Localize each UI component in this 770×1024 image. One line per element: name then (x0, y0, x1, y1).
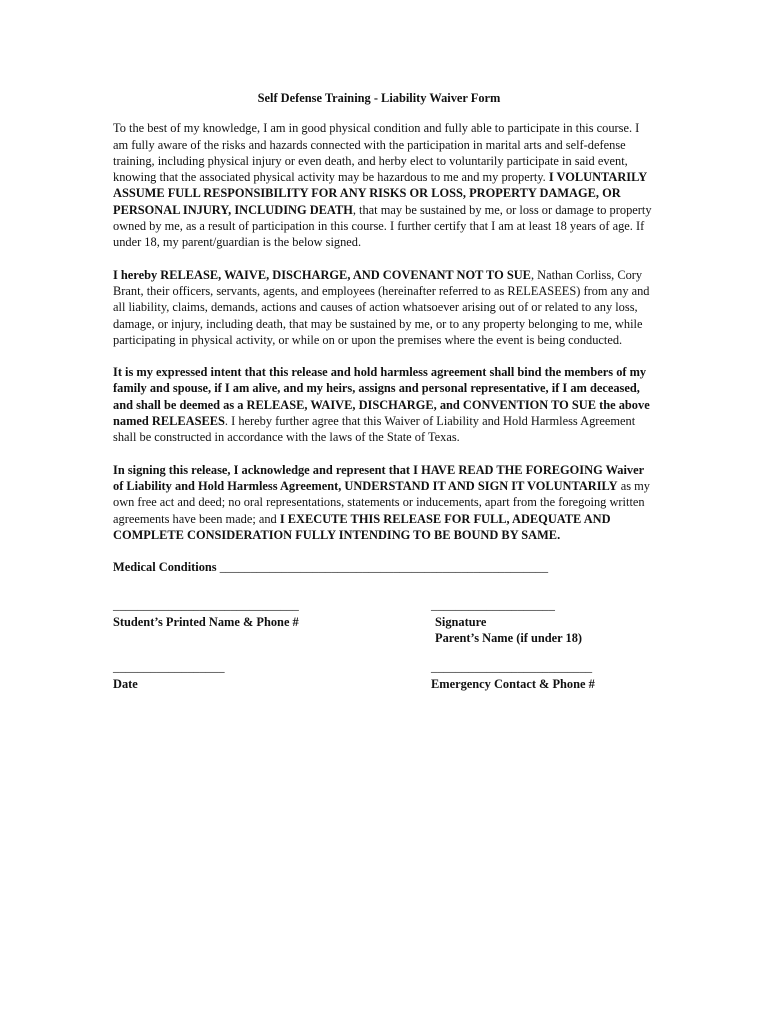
emergency-contact-label: Emergency Contact & Phone # (431, 676, 595, 691)
paragraph-bold-text: In signing this release, I acknowledge and represent that I HAVE READ THE FOREGOING Waiver of Liability and Hold Harmless Agreement, UNDERSTAND IT AND SIGN IT VOLUNTARILY (113, 462, 644, 493)
student-name-blank[interactable]: ______________________________ (113, 598, 299, 613)
signature-label: Signature (435, 614, 487, 629)
paragraph-text: . I hereby further agree that this Waiver of Liability and Hold Harmless Agreement shall be constructed in accordance with the laws of the State of Texas. (113, 414, 636, 445)
signature-blank[interactable]: ____________________ (431, 598, 555, 613)
medical-conditions-blank[interactable]: _____________________________________________________ (219, 560, 549, 575)
paragraph-intent (113, 364, 653, 445)
emergency-contact-blank[interactable]: __________________________ (431, 660, 593, 675)
parent-name-label: Parent’s Name (if under 18) (435, 631, 583, 646)
paragraph-bold-text: I hereby RELEASE, WAIVE, DISCHARGE, AND COVENANT NOT TO SUE (113, 267, 531, 282)
waiver-document (113, 90, 653, 699)
paragraph-text: as my own free act and deed; no oral representations, statements or inducements, apart from the foregoing written agreements have been made; and (113, 478, 650, 526)
document-title: Self Defense Training - Liability Waiver Form (257, 91, 501, 105)
paragraph-text: , Nathan Corliss, Cory Brant, their officers, servants, agents, and employees (hereinafter referred to as RELEASEES) from any and all liability, claims, demands, actions and causes of action whatsoever arising out of or related to any loss, damage, or injury, including death, that may be sustained by me, or to any property belonging to me, while participating in physical activity, or while on or upon the premises where the event is being conducted. (113, 267, 650, 347)
signature-row-2 (113, 659, 653, 699)
student-name-field[interactable] (113, 597, 299, 630)
paragraph-physical-condition (113, 120, 653, 250)
paragraph-acknowledgement (113, 462, 653, 543)
paragraph-bold-text: It is my expressed intent that this release and hold harmless agreement shall bind the members of my family and spouse, if I am alive, and my heirs, assigns and personal representative, if I am deceased, and shall be deemed as a RELEASE, WAIVE, DISCHARGE, and CONVENTION TO SUE the above named RELEASEES (113, 365, 650, 429)
medical-conditions-field[interactable] (113, 559, 653, 575)
date-label: Date (113, 676, 138, 691)
paragraph-bold-text: I VOLUNTARILY ASSUME FULL RESPONSIBILITY FOR ANY RISKS OR LOSS, PROPERTY DAMAGE, OR PERSONAL INJURY, INCLUDING DEATH (113, 170, 647, 217)
paragraph-release (113, 267, 653, 348)
signature-row-1 (113, 597, 653, 659)
signature-field[interactable] (431, 597, 582, 646)
date-blank[interactable]: __________________ (113, 660, 225, 675)
emergency-contact-field[interactable] (431, 659, 595, 692)
date-field[interactable] (113, 659, 225, 692)
medical-conditions-label: Medical Conditions (113, 560, 220, 575)
paragraph-bold-text: I EXECUTE THIS RELEASE FOR FULL, ADEQUATE AND COMPLETE CONSIDERATION FULLY INTENDING TO BE BOUND BY SAME. (113, 511, 611, 542)
paragraph-text: , that may be sustained by me, or loss or damage to property owned by me, as a result of participation in this course. I further certify that I am at least 18 years of age. If under 18, my parent/guardian is the below signed. (113, 202, 652, 250)
student-name-label: Student’s Printed Name & Phone # (113, 614, 299, 629)
paragraph-text: To the best of my knowledge, I am in good physical condition and fully able to participate in this course. I am fully aware of the risks and hazards connected with the participation in marital arts and self-defense training, including physical injury or even death, and herby elect to voluntarily participate in said event, knowing that the associated physical activity may be hazardous to me and my property. (113, 121, 640, 185)
